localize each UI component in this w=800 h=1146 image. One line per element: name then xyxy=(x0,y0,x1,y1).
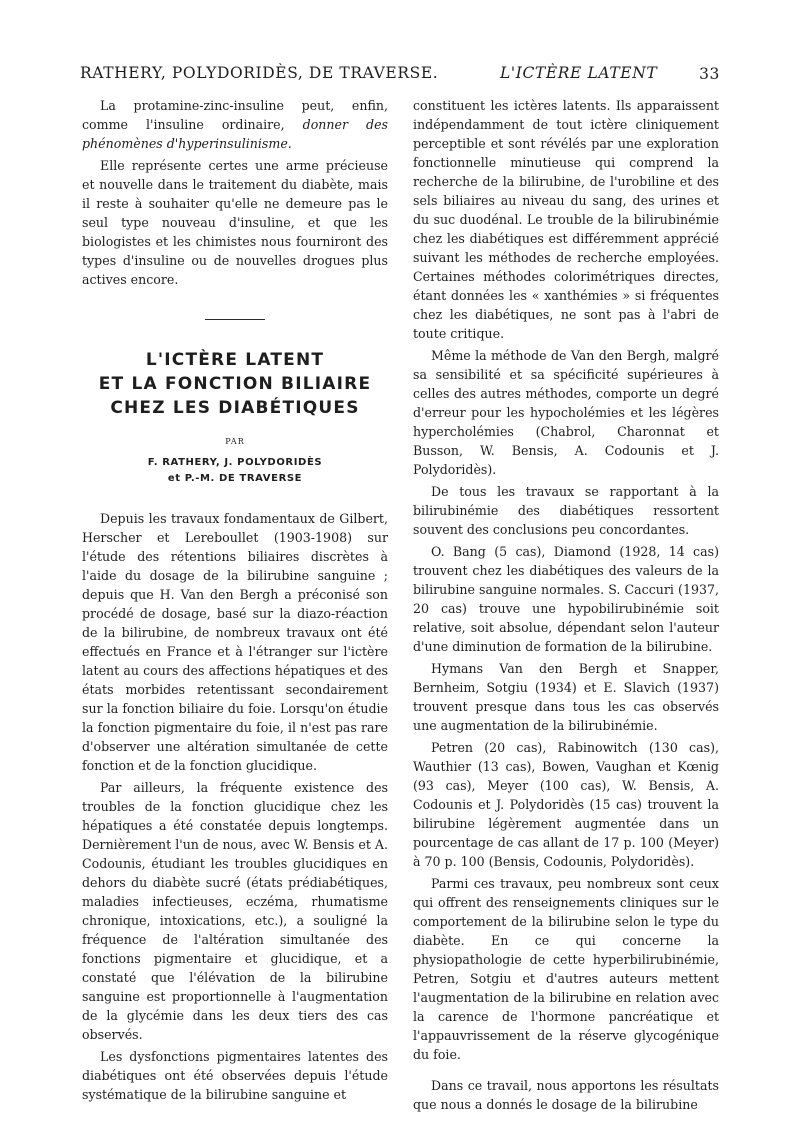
byline-line: et P.-M. DE TRAVERSE xyxy=(167,473,303,484)
page-number: 33 xyxy=(699,65,720,83)
running-head-authors: RATHERY, POLYDORIDÈS, DE TRAVERSE. xyxy=(80,64,439,82)
byline xyxy=(82,455,388,487)
byline-line: F. RATHERY, J. POLYDORIDÈS xyxy=(147,457,323,468)
article-title-line: CHEZ LES DIABÉTIQUES xyxy=(110,398,360,418)
paragraph: Hymans Van den Bergh et Snapper, Bernheim, Sotgiu (1934) et E. Slavich (1937) trouvent presque dans tous les cas observés une augmentation de la bilirubinémie. xyxy=(413,661,719,733)
paragraph-text: La protamine-zinc-insuline peut, enfin, comme l'insuline ordinaire, xyxy=(82,98,388,132)
paragraph xyxy=(82,96,388,153)
right-column xyxy=(413,96,719,1114)
paragraph-spacer xyxy=(413,1064,719,1076)
paragraph: De tous les travaux se rapportant à la bilirubinémie des diabétiques ressortent souvent des conclusions peu concordantes. xyxy=(413,484,719,537)
left-column xyxy=(82,96,388,1104)
paragraph: Dans ce travail, nous apportons les résultats que nous a donnés le dosage de la bilirubine xyxy=(413,1078,719,1112)
article-title-line: ET LA FONCTION BILIAIRE xyxy=(98,374,372,394)
paragraph: Par ailleurs, la fréquente existence des troubles de la fonction glucidique chez les hépatiques a été constatée depuis longtemps. Dernièrement l'un de nous, avec W. Bensis et A. Codounis, étudiant les troubles glucidiques en dehors du diabète sucré (états prédiabétiques, maladies infectieuses, eczéma, rhumatisme chronique, intoxications, etc.), a souligné la fréquence de l'altération simultanée des fonctions pigmentaire et glucidique, et a constaté que l'élévation de la bilirubine sanguine est proportionnelle à l'augmentation de la glycémie dans les deux tiers des cas observés. xyxy=(82,780,388,1042)
section-divider xyxy=(205,319,265,320)
running-head xyxy=(80,64,720,90)
article-heading xyxy=(82,348,388,487)
paragraph: Petren (20 cas), Rabinowitch (130 cas), Wauthier (13 cas), Bowen, Vaughan et Kœnig (93 cas), Meyer (100 cas), W. Bensis, A. Codounis et J. Polydoridès (15 cas) trouvent la bilirubine légèrement augmentée dans un pourcentage de cas allant de 17 p. 100 (Meyer) à 70 p. 100 (Bensis, Codounis, Polydoridès). xyxy=(413,740,719,869)
paragraph: Parmi ces travaux, peu nombreux sont ceux qui offrent des renseignements cliniques sur le comportement de la bilirubine selon le type du diabète. En ce qui concerne la physiopathologie de cette hyperbilirubinémie, Petren, Sotgiu et d'autres auteurs mettent l'augmentation de la bilirubine en relation avec la carence de l'hormone pancréatique et l'appauvrissement de la réserve glycogénique du foie. xyxy=(413,876,719,1062)
paragraph: Depuis les travaux fondamentaux de Gilbert, Herscher et Lereboullet (1903-1908) sur l'étude des rétentions biliaires discrètes à l'aide du dosage de la bilirubine sanguine ; depuis que H. Van den Bergh a préconisé son procédé de dosage, basé sur la diazo-réaction de la bilirubine, de nombreux travaux ont été effectués en France et à l'étranger sur l'ictère latent au cours des affections hépatiques et des états morbides retentissant secondairement sur la fonction biliaire du foie. Lorsqu'on étudie la fonction pigmentaire du foie, il n'est pas rare d'observer une altération simultanée de cette fonction et de la fonction glucidique. xyxy=(82,511,388,773)
paragraph: Les dysfonctions pigmentaires latentes des diabétiques ont été observées depuis l'étude systématique de la bilirubine sanguine et xyxy=(82,1049,388,1102)
paragraph: Même la méthode de Van den Bergh, malgré sa sensibilité et sa spécificité supérieures à celles des autres méthodes, comporte un degré d'erreur pour les hypocholémies et les légères hypercholémies (Chabrol, Charonnat et Busson, W. Bensis, A. Codounis et J. Polydoridès). xyxy=(413,348,719,477)
article-title-line: L'ICTÈRE LATENT xyxy=(145,350,325,370)
byline-par: PAR xyxy=(225,437,245,446)
running-head-title: L'ICTÈRE LATENT xyxy=(500,64,658,82)
paragraph-emphasis: donner des phénomènes d'hyperinsulinisme. xyxy=(82,117,388,151)
paragraph: O. Bang (5 cas), Diamond (1928, 14 cas) trouvent chez les diabétiques des valeurs de la bilirubine sanguine normales. S. Caccuri (1937, 20 cas) trouve une hypobilirubinémie soit relative, soit absolue, dépendant selon l'auteur d'une diminution de formation de la bilirubine. xyxy=(413,544,719,654)
paragraph: Elle représente certes une arme précieuse et nouvelle dans le traitement du diabète, mais il reste à souhaiter qu'elle ne demeure pas le seul type nouveau d'insuline, et que les biologistes et les chimistes nous fourniront des types d'insuline ou de nouvelles drogues plus actives encore. xyxy=(82,158,388,287)
paragraph-continued: constituent les ictères latents. Ils apparaissent indépendamment de tout ictère cliniquement perceptible et sont révélés par une exploration fonctionnelle minutieuse qui comprend la recherche de la bilirubine, de l'urobiline et des sels biliaires au niveau du sang, des urines et du suc duodénal. Le trouble de la bilirubinémie chez les diabétiques est différemment apprécié suivant les méthodes de recherche employées. Certaines méthodes colorimétriques directes, étant données les « xanthémies » si fréquentes chez les diabétiques, ne sont pas à l'abri de toute critique. xyxy=(413,98,719,341)
